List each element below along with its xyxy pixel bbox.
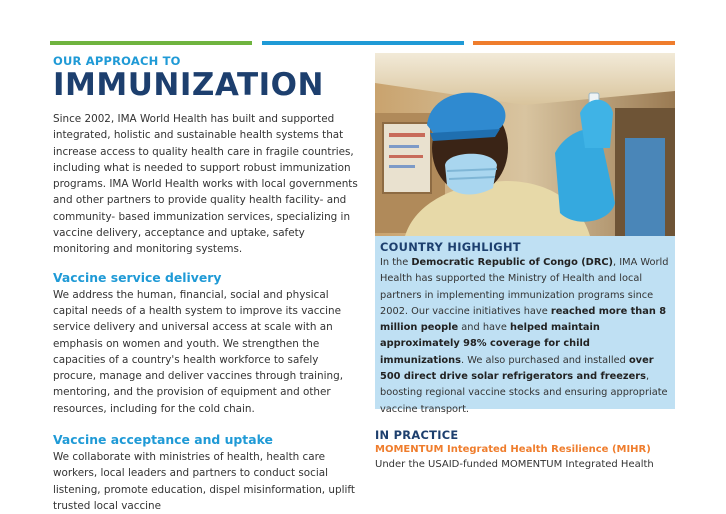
page-title: IMMUNIZATION	[53, 67, 324, 103]
country-highlight-text: In the Democratic Republic of Congo (DRC), IMA World Health has supported the Ministry of Health and local partners in implementing immunization programs since 2002. Our vaccine initiatives have reached more than 8 million people and have helped maintain approximately 98% coverage for child immunizations. We also purchased and installed over 500 direct drive solar refrigerators and freezers, boosting regional vaccine stocks and ensuring appropriate vaccine transport.	[380, 257, 669, 415]
country-highlight-box	[375, 236, 675, 415]
country-highlight-title: COUNTRY HIGHLIGHT	[380, 240, 521, 254]
in-practice-text: Under the USAID-funded MOMENTUM Integrated Health	[375, 459, 654, 470]
intro-paragraph: Since 2002, IMA World Health has built and supported integrated, holistic and sustainable health systems that increase access to quality health care in fragile countries, including what is needed to support robust immunization programs. IMA World Health works with local governments and other partners to provide quality health facility- and community- based immunization services, specializing in vaccine delivery, acceptance and uptake, safety monitoring and monitoring systems.	[53, 113, 358, 256]
section-body-acceptance: We collaborate with ministries of health, health care workers, local leaders and partners to conduct social listening, promote education, dispel misinformation, uplift trusted local vaccine	[53, 451, 355, 512]
health-worker-photo	[375, 53, 675, 236]
section-heading-acceptance: Vaccine acceptance and uptake	[53, 432, 273, 448]
left-column	[53, 54, 358, 514]
top-bar-green	[50, 41, 252, 45]
page-eyebrow: OUR APPROACH TO	[53, 54, 181, 68]
section-body-delivery: We address the human, financial, social and physical capital needs of a health system to improve its vaccine service delivery and universal access at scale with an emphasis on women and youth. We strengthen the capacities of a country's health workforce to safely procure, manage and deliver vaccines through training, mentoring, and the provision of equipment and other resources, including for the cold chain.	[53, 288, 344, 415]
in-practice-title: IN PRACTICE	[375, 428, 459, 442]
in-practice-section	[375, 428, 675, 473]
section-heading-delivery: Vaccine service delivery	[53, 269, 222, 285]
top-bar-orange	[473, 41, 675, 45]
in-practice-subtitle: MOMENTUM Integrated Health Resilience (MIHR)	[375, 444, 651, 455]
top-bar-blue	[262, 41, 464, 45]
